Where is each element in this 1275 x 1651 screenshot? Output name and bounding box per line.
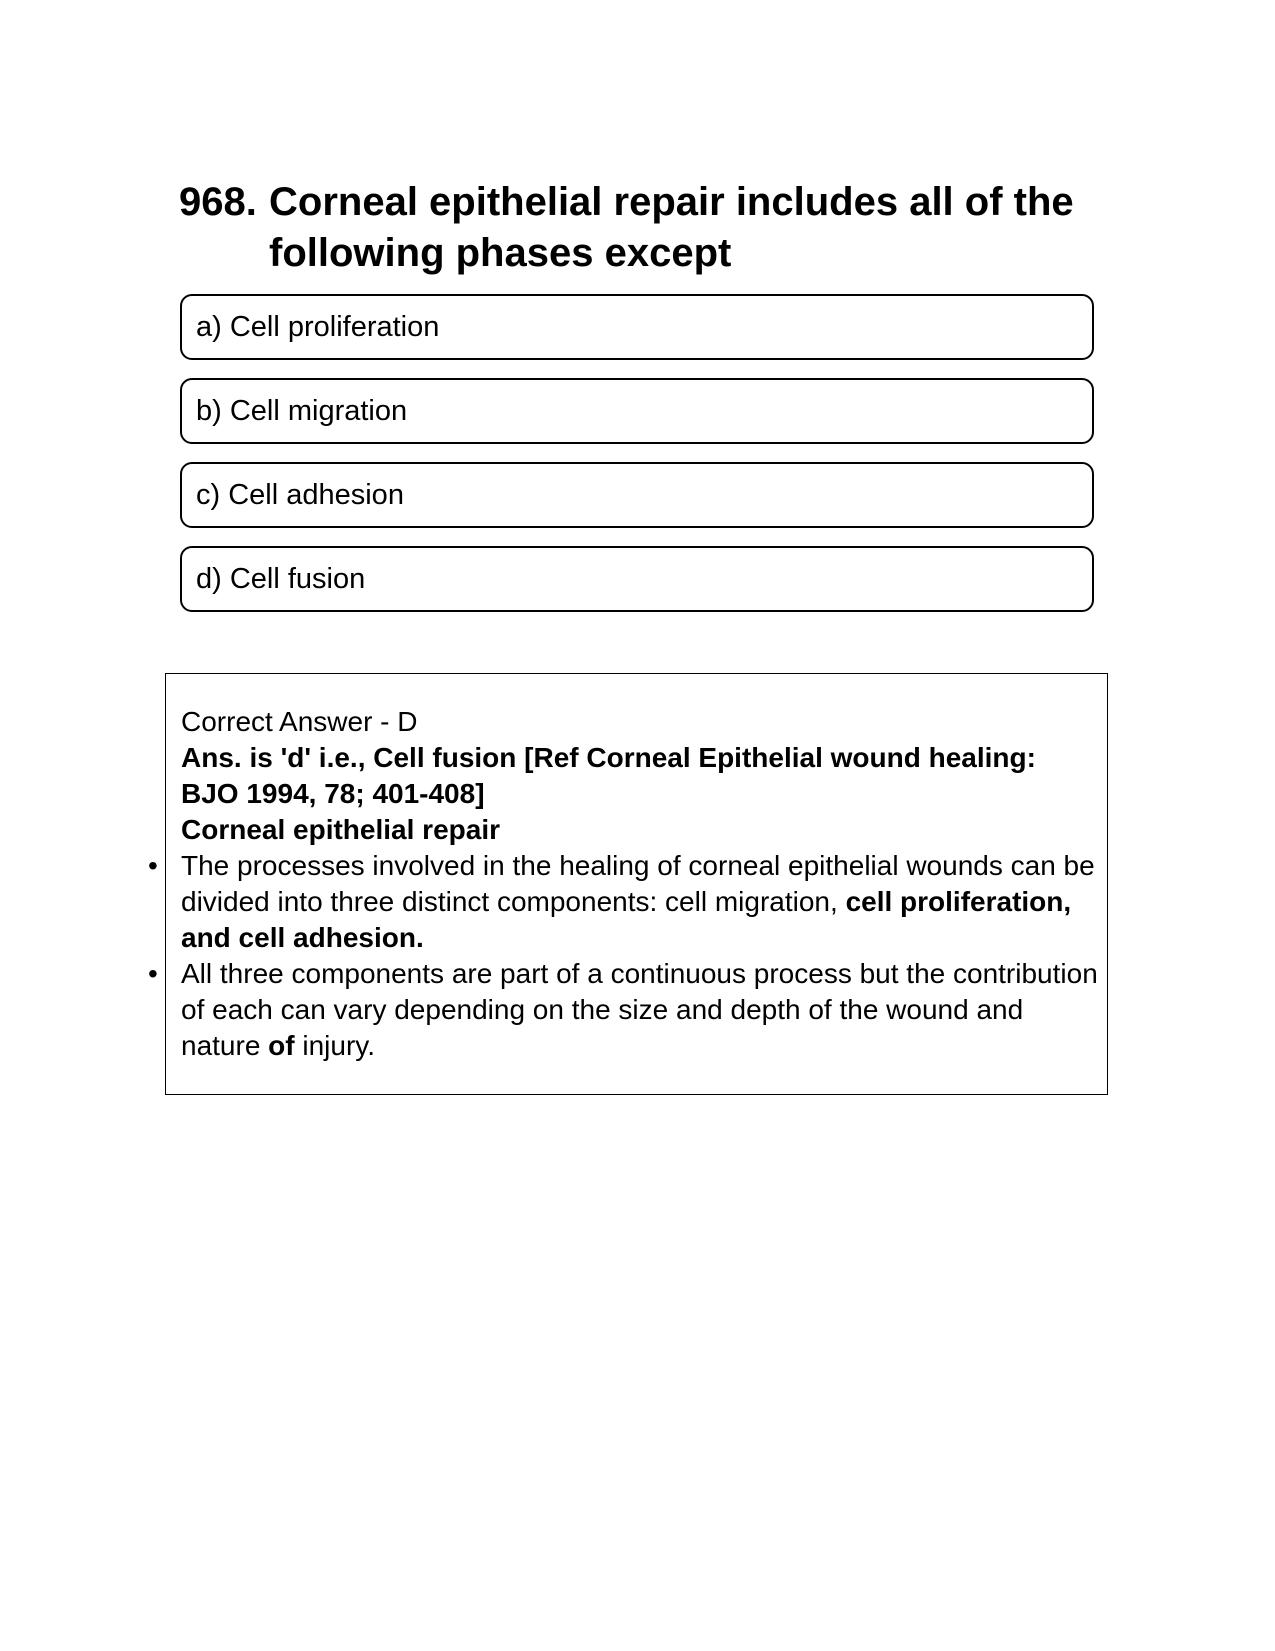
option-d[interactable]: d) Cell fusion [180,546,1094,612]
correct-answer-line: Correct Answer - D [181,706,418,737]
option-a[interactable]: a) Cell proliferation [180,294,1094,360]
bullet-1-text: The processes involved in the healing of corneal epithelial wounds can be divided into three distinct components: cell migration, [181,850,1095,917]
option-b[interactable]: b) Cell migration [180,378,1094,444]
question-number: 968. [179,180,257,224]
answer-explanation [181,704,1101,1064]
question-heading [179,177,1079,279]
list-item [181,956,1101,1064]
explanation-heading: Corneal epithelial repair [181,814,500,845]
bullet-2-text-a: All three components are part of a continuous process but the contribution of each can vary depending on the size and depth of the wound and nature [181,958,1098,1061]
list-item [181,848,1101,956]
bullet-2-text-b: injury. [294,1030,375,1061]
bullet-2-bold: of [268,1030,295,1061]
answer-reference: Ans. is 'd' i.e., Cell fusion [Ref Corneal Epithelial wound healing: BJO 1994, 78; 401-408] [181,742,1036,809]
explanation-list [181,848,1101,1064]
bullet-1-bold: cell proliferation, and cell adhesion. [181,886,1072,953]
option-c[interactable]: c) Cell adhesion [180,462,1094,528]
question-text: Corneal epithelial repair includes all of the following phases except [269,180,1074,275]
